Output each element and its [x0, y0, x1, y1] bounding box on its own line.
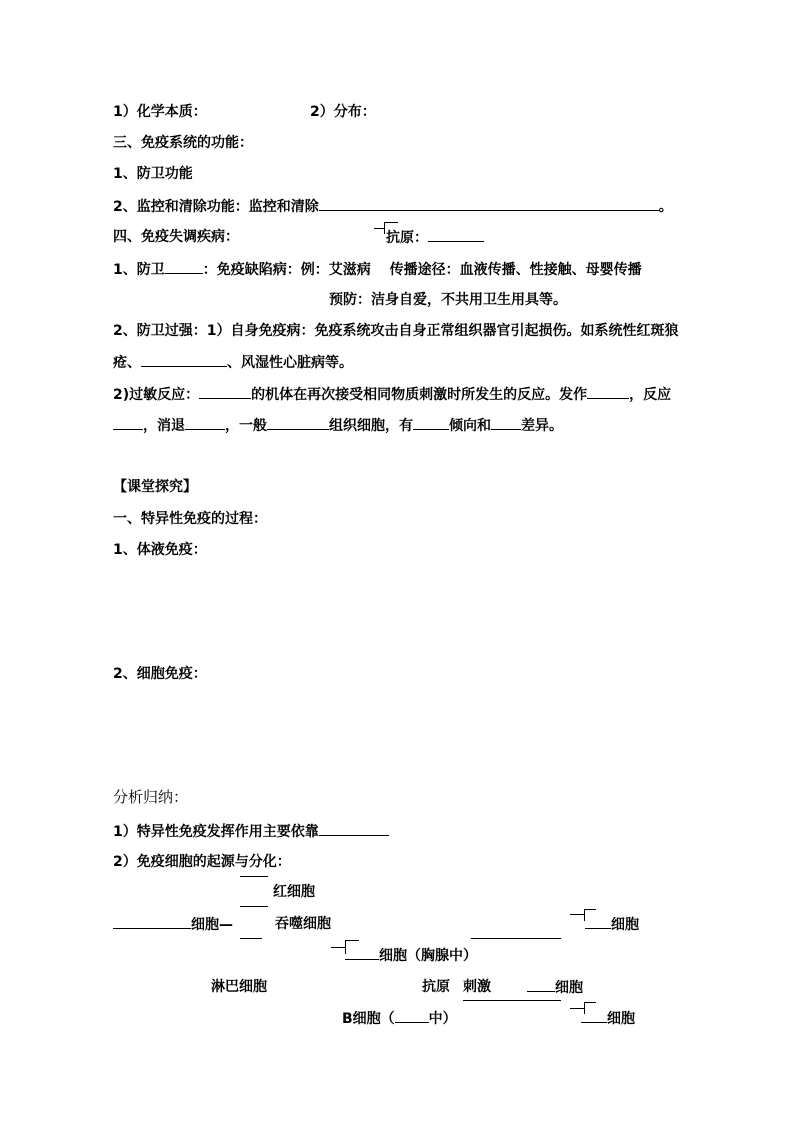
label-red-cell: 红细胞: [273, 884, 315, 900]
bracket-line: [584, 1002, 596, 1003]
blank-line[interactable]: [491, 417, 521, 430]
text-allergy-cont: ，消退 ，一般 组织细胞，有 倾向和 差异。: [113, 417, 563, 434]
text-antigen: 抗原：: [386, 229, 484, 246]
label-cell-mid: 细胞: [527, 979, 583, 996]
bracket-line: [345, 940, 359, 941]
blank-line[interactable]: [267, 417, 329, 430]
blank-line[interactable]: [199, 386, 251, 399]
text-autoimmune-cont: 疮、 、风湿性心脏病等。: [113, 355, 353, 371]
label-t-cell: 细胞（胸腺中）: [345, 947, 477, 964]
arrow-line: [463, 1000, 561, 1001]
bracket-line: [584, 909, 596, 910]
blank-line[interactable]: [113, 417, 143, 430]
heading-analysis: 分析归纳：: [113, 788, 189, 806]
text-humoral-immunity: 1、体液免疫：: [113, 542, 207, 558]
blank-line[interactable]: [185, 417, 225, 430]
text-immunodeficiency: 1、防卫 ：免疫缺陷病：例：艾滋病 传播途径：血液传播、性接触、母婴传播: [113, 262, 642, 278]
bracket-line: [570, 1008, 584, 1009]
blank-line[interactable]: [527, 979, 555, 992]
text-monitor-clear: 2、监控和清除功能：监控和清除 。: [113, 199, 673, 215]
blank-line[interactable]: [319, 198, 659, 211]
blank-line[interactable]: [581, 1010, 607, 1023]
text-allergy: 2)过敏反应： 的机体在再次接受相同物质刺激时所发生的反应。发作 ，反应: [113, 387, 672, 403]
bracket-line: [570, 914, 584, 915]
heading-immune-disorders: 四、免疫失调疾病：: [113, 229, 239, 245]
blank-line[interactable]: [395, 1010, 429, 1023]
label-phagocyte: 吞噬细胞: [275, 916, 331, 932]
text-autoimmune: 2、防卫过强：1）自身免疫病：免疫系统攻击自身正常组织器官引起损伤。如系统性红斑狼: [113, 323, 679, 339]
bracket-line: [374, 228, 384, 229]
label-lymphocyte: 淋巴细胞: [211, 979, 267, 995]
blank-line[interactable]: [585, 916, 611, 929]
label-antigen: 抗原: [422, 979, 450, 995]
text-origin-differentiation: 2）免疫细胞的起源与分化：: [113, 854, 291, 870]
heading-immune-function: 三、免疫系统的功能：: [113, 135, 253, 151]
blank-line[interactable]: [141, 354, 227, 367]
blank-line[interactable]: [165, 261, 203, 274]
blank-line[interactable]: [319, 823, 389, 836]
blank-line[interactable]: [428, 229, 484, 242]
label-cell-right-top: 细胞: [585, 916, 639, 933]
diagram-line: [240, 876, 268, 877]
blank-line[interactable]: [113, 916, 191, 929]
text-cellular-immunity: 2、细胞免疫：: [113, 666, 207, 682]
label-stem-cell: 细胞—: [113, 916, 233, 933]
bracket-line: [384, 222, 385, 234]
blank-line[interactable]: [345, 947, 379, 960]
blank-line[interactable]: [413, 417, 449, 430]
diagram-line: [240, 938, 262, 939]
label-cell-right-bottom: 细胞: [581, 1010, 635, 1027]
text-defense-function: 1、防卫功能: [113, 166, 193, 182]
bracket-line: [384, 222, 398, 223]
blank-line[interactable]: [587, 386, 629, 399]
text-rely-on: 1）特异性免疫发挥作用主要依靠: [113, 823, 389, 840]
bracket-line: [331, 947, 345, 948]
label-b-cell: B细胞（ 中）: [342, 1011, 457, 1027]
label-stimulus: 刺激: [463, 979, 491, 995]
heading-class-explore: 【课堂探究】: [113, 479, 197, 495]
diagram-line: [240, 906, 268, 907]
arrow-line: [471, 938, 561, 939]
heading-specific-immunity: 一、特异性免疫的过程：: [113, 511, 267, 527]
text-prevention: 预防：洁身自爱，不共用卫生用具等。: [329, 292, 567, 308]
text-distribution: 2）分布：: [310, 104, 376, 120]
text-chem-nature: 1）化学本质：: [113, 104, 207, 120]
